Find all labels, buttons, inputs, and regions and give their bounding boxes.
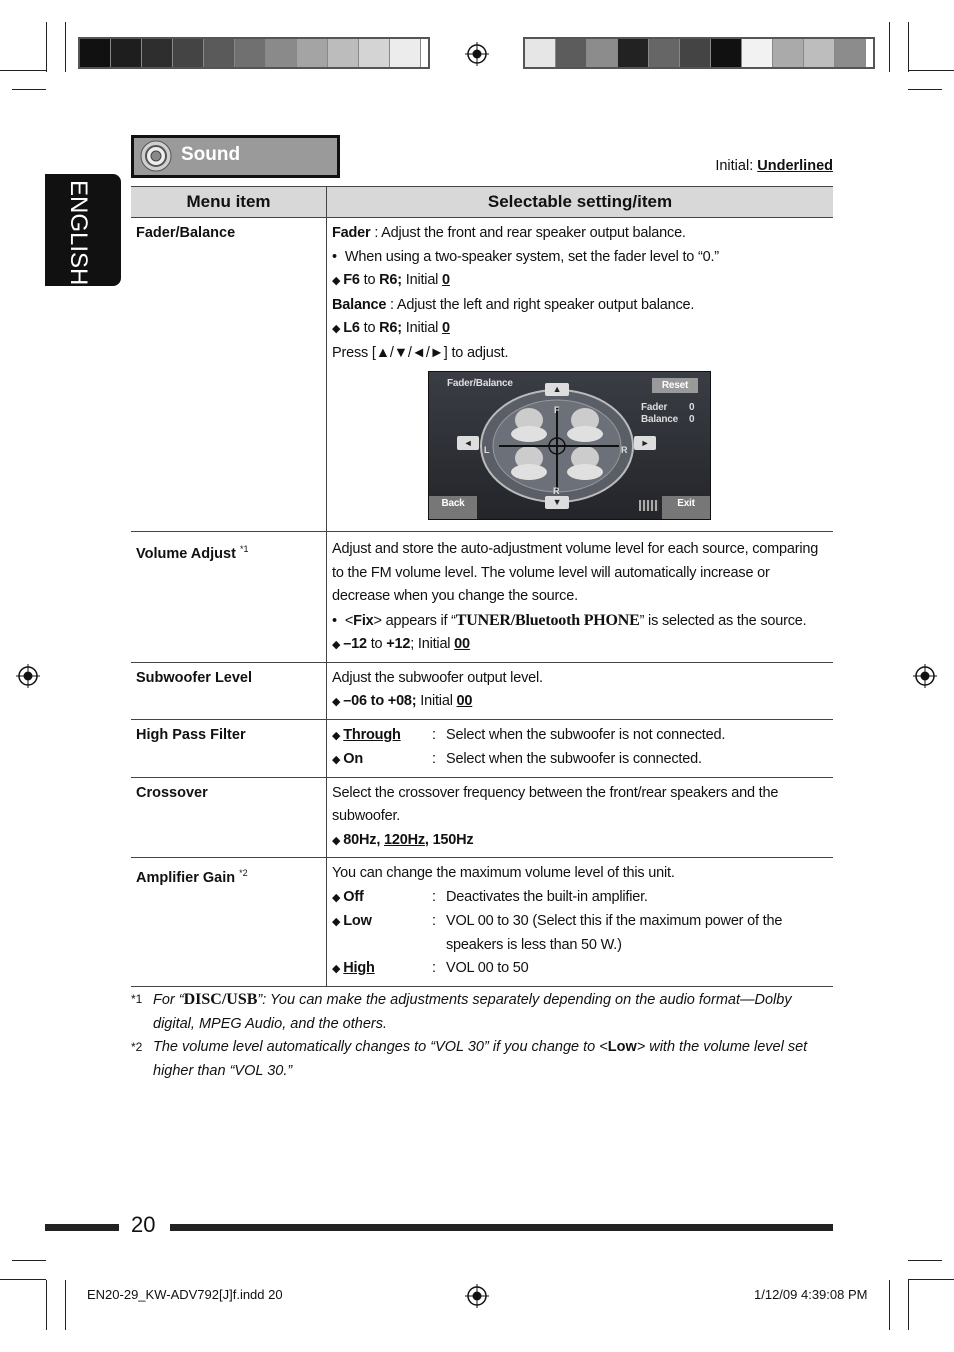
page-number: 20 xyxy=(131,1212,156,1237)
menu-item-text: Amplifier Gain xyxy=(136,869,236,886)
language-tab-label: ENGLISH xyxy=(65,180,92,286)
footnotes xyxy=(131,988,833,1083)
range-min: F6 xyxy=(343,272,360,288)
rear-label: R xyxy=(553,486,560,496)
menu-item-text: Volume Adjust xyxy=(136,545,236,562)
footnote-text: For “ xyxy=(153,992,184,1008)
balance-readout-label: Balance xyxy=(641,414,678,425)
right-arrow-button[interactable]: ► xyxy=(634,436,656,450)
color-swatch xyxy=(556,39,587,67)
range: –06 to +08; xyxy=(343,693,417,709)
setting-cell: Adjust the subwoofer output level. ◆ –06 to +08; Initial 00 xyxy=(327,662,834,719)
crop-mark xyxy=(889,1280,890,1330)
initial-text: Initial xyxy=(416,693,457,709)
left-label: L xyxy=(484,445,490,455)
column-header-menu-item: Menu item xyxy=(131,187,327,218)
reset-button[interactable]: Reset xyxy=(652,378,698,393)
note-text: ” is selected as the source. xyxy=(639,612,807,629)
color-swatch xyxy=(804,39,835,67)
setting-cell: ◆ Through : Select when the subwoofer is not connected. ◆ On : Select when the subwoofer is connected. xyxy=(327,719,834,777)
fader-readout-label: Fader xyxy=(641,402,668,413)
footnote-2 xyxy=(131,1036,833,1083)
option-off: Off xyxy=(343,888,364,905)
fader-term: Fader xyxy=(332,225,371,241)
registration-mark-icon xyxy=(16,664,40,688)
range-min: L6 xyxy=(343,320,360,336)
language-tab xyxy=(45,174,121,286)
speaker-icon xyxy=(139,139,173,173)
balance-term: Balance xyxy=(332,296,387,313)
initial-legend xyxy=(715,158,833,174)
option-description: VOL 00 to 30 (Select this if the maximum power of the speakers is less than 50 W.) xyxy=(446,913,783,953)
front-label: F xyxy=(554,405,560,415)
menu-item-label xyxy=(131,858,327,987)
exit-button[interactable]: Exit xyxy=(662,496,710,519)
down-arrow-button[interactable]: ▼ xyxy=(545,496,569,509)
initial-text: Initial xyxy=(401,320,443,336)
option-through: Through xyxy=(343,726,401,743)
table-row-amplifier-gain xyxy=(131,858,833,987)
crop-mark xyxy=(65,22,66,72)
footnote-ref: *1 xyxy=(239,544,249,554)
menu-item-label: High Pass Filter xyxy=(131,719,327,777)
color-swatch xyxy=(359,39,390,67)
color-swatch xyxy=(587,39,618,67)
initial-value: 00 xyxy=(456,693,473,709)
initial-value: 0 xyxy=(442,320,450,336)
left-arrow-button[interactable]: ◄ xyxy=(457,436,479,450)
fix-term: Fix xyxy=(353,612,374,629)
registration-mark-icon xyxy=(465,1284,489,1308)
option-description: VOL 00 to 50 xyxy=(446,960,529,976)
crop-mark xyxy=(908,89,942,90)
option-high: High xyxy=(343,960,375,976)
color-swatch xyxy=(525,39,556,67)
option-on: On xyxy=(343,751,364,767)
range-connector: to xyxy=(359,272,380,288)
crop-mark xyxy=(46,1280,47,1330)
color-swatch xyxy=(142,39,173,67)
color-swatch xyxy=(80,39,111,67)
amp-description: You can change the maximum volume level of this unit. xyxy=(332,865,675,881)
range-connector: to xyxy=(366,636,387,652)
color-swatch xyxy=(173,39,204,67)
frequency-120: 120Hz xyxy=(383,831,425,848)
note-text: > appears if “ xyxy=(373,612,456,629)
crop-mark xyxy=(0,70,46,71)
color-swatch xyxy=(235,39,266,67)
screen-title: Fader/Balance xyxy=(447,378,513,389)
column-header-setting: Selectable setting/item xyxy=(327,187,834,218)
table-row-high-pass-filter xyxy=(131,719,833,777)
table-row-fader-balance xyxy=(131,218,833,532)
initial-text: ; Initial xyxy=(410,636,455,652)
frequency-150: , 150Hz xyxy=(424,831,474,848)
color-swatch xyxy=(711,39,742,67)
balance-readout-value: 0 xyxy=(689,414,695,425)
crop-mark xyxy=(908,1280,909,1330)
initial-label: Initial: xyxy=(715,158,754,174)
fader-balance-screen xyxy=(428,371,711,520)
range-max: R6; xyxy=(379,320,402,336)
color-swatch xyxy=(390,39,421,67)
section-header xyxy=(131,135,340,178)
page-rule-right xyxy=(170,1224,833,1231)
source-name: TUNER/Bluetooth PHONE xyxy=(455,611,640,629)
section-title: Sound xyxy=(181,144,241,165)
footnote-ref: *2 xyxy=(239,868,248,878)
balance-description: : Adjust the left and right speaker output balance. xyxy=(386,296,695,313)
registration-mark-icon xyxy=(465,42,489,66)
color-swatch xyxy=(742,39,773,67)
range-min: –12 xyxy=(343,636,367,652)
color-calibration-bar-left xyxy=(78,37,430,69)
footnote-marker: *2 xyxy=(131,1040,143,1054)
initial-value: 00 xyxy=(454,636,470,652)
color-swatch xyxy=(680,39,711,67)
menu-item-label: Subwoofer Level xyxy=(131,662,327,719)
crop-mark xyxy=(46,22,47,72)
crossover-description: Select the crossover frequency between the front/rear speakers and the subwoofer. xyxy=(332,784,779,824)
color-swatch xyxy=(618,39,649,67)
adjust-instruction: Press [▲/▼/◄/►] to adjust. xyxy=(332,344,509,361)
initial-value: Underlined xyxy=(757,158,833,174)
frequency-80: 80Hz, xyxy=(343,831,384,848)
back-button[interactable]: Back xyxy=(429,496,477,519)
footer-filename: EN20-29_KW-ADV792[J]f.indd 20 xyxy=(87,1287,283,1302)
crop-mark xyxy=(908,1260,942,1261)
table-row-volume-adjust xyxy=(131,532,833,663)
volume-meter-icon xyxy=(639,500,659,511)
source-name: DISC/USB xyxy=(183,991,258,1008)
registration-mark-icon xyxy=(913,664,937,688)
color-swatch xyxy=(773,39,804,67)
option-description: Deactivates the built-in amplifier. xyxy=(446,888,648,905)
option-description: Select when the subwoofer is connected. xyxy=(446,751,702,767)
initial-text: Initial xyxy=(401,272,443,288)
color-swatch xyxy=(266,39,297,67)
subwoofer-description: Adjust the subwoofer output level. xyxy=(332,669,543,686)
up-arrow-button[interactable]: ▲ xyxy=(545,383,569,396)
crop-mark xyxy=(889,22,890,72)
fader-note: When using a two-speaker system, set the fader level to “0.” xyxy=(344,248,719,265)
menu-item-label: Fader/Balance xyxy=(131,218,327,532)
bracket-open: < xyxy=(344,612,354,629)
range-connector: to xyxy=(359,320,380,336)
footnote-text: ”: You can make the adjustments separately depending on the audio format—Dolby digital, MPEG Audio, and the others. xyxy=(153,992,792,1032)
color-swatch xyxy=(835,39,866,67)
setting-cell: Select the crossover frequency between the front/rear speakers and the subwoofer. ◆ 80Hz, 120Hz, 150Hz xyxy=(327,777,834,858)
crop-mark xyxy=(908,70,954,71)
footnote-1 xyxy=(131,988,833,1036)
crop-mark xyxy=(908,22,909,72)
fader-readout-value: 0 xyxy=(689,402,695,413)
right-label: R xyxy=(621,445,628,455)
color-swatch xyxy=(328,39,359,67)
crop-mark xyxy=(12,89,46,90)
color-swatch xyxy=(297,39,328,67)
settings-table xyxy=(131,186,833,987)
setting-cell: Adjust and store the auto-adjustment volume level for each source, comparing to the FM volume level. The volume level will automatically increase or decrease when you change the source. • <Fix> appears if “TUNER/Bluetooth PHONE” is selected as the source. ◆ –12 to +12; Initial 00 xyxy=(327,532,834,663)
footnote-text: > with the volume level set higher than “VOL 30.” xyxy=(153,1039,808,1079)
table-row-subwoofer-level xyxy=(131,662,833,719)
low-term: Low xyxy=(607,1039,637,1055)
color-swatch xyxy=(111,39,142,67)
color-calibration-bar-right xyxy=(523,37,875,69)
option-description: Select when the subwoofer is not connected. xyxy=(446,726,726,743)
range-max: R6; xyxy=(379,272,402,288)
table-row-crossover xyxy=(131,777,833,858)
initial-value: 0 xyxy=(442,272,450,288)
volume-description: Adjust and store the auto-adjustment volume level for each source, comparing to the FM volume level. The volume level will automatically increase or decrease when you change the source. xyxy=(332,541,819,604)
setting-cell: You can change the maximum volume level of this unit. ◆ Off : Deactivates the built-in amplifier. ◆ Low : VOL 00 to 30 (Select this if the maximum power of the speakers is less than 50 W.) ◆ High : VOL 00 to 50 xyxy=(327,858,834,987)
crop-mark xyxy=(0,1279,46,1280)
range-max: +12 xyxy=(386,636,411,652)
color-swatch xyxy=(649,39,680,67)
footer-datetime: 1/12/09 4:39:08 PM xyxy=(754,1287,868,1302)
crop-mark xyxy=(12,1260,46,1261)
footnote-text: The volume level automatically changes to “VOL 30” if you change to < xyxy=(153,1039,608,1055)
footnote-marker: *1 xyxy=(131,992,143,1006)
setting-cell: Fader : Adjust the front and rear speaker output balance. • When using a two-speaker system, set the fader level to “0.” ◆ F6 to R6; Initial 0 Balance : Adjust the left and right speaker output balance. ◆ L6 to R6; Initial 0 Press [▲/▼/◄/►] to adjust. Fader/Balance Reset Fader 0 Balance 0 ▲ ▼ ◄ ► F R L R Back Exit xyxy=(327,218,834,532)
fader-description: : Adjust the front and rear speaker output balance. xyxy=(370,225,686,241)
menu-item-label: Crossover xyxy=(131,777,327,858)
crop-mark xyxy=(65,1280,66,1330)
option-low: Low xyxy=(343,913,372,929)
menu-item-label xyxy=(131,532,327,663)
crop-mark xyxy=(908,1279,954,1280)
page-rule-left xyxy=(45,1224,119,1231)
color-swatch xyxy=(204,39,235,67)
